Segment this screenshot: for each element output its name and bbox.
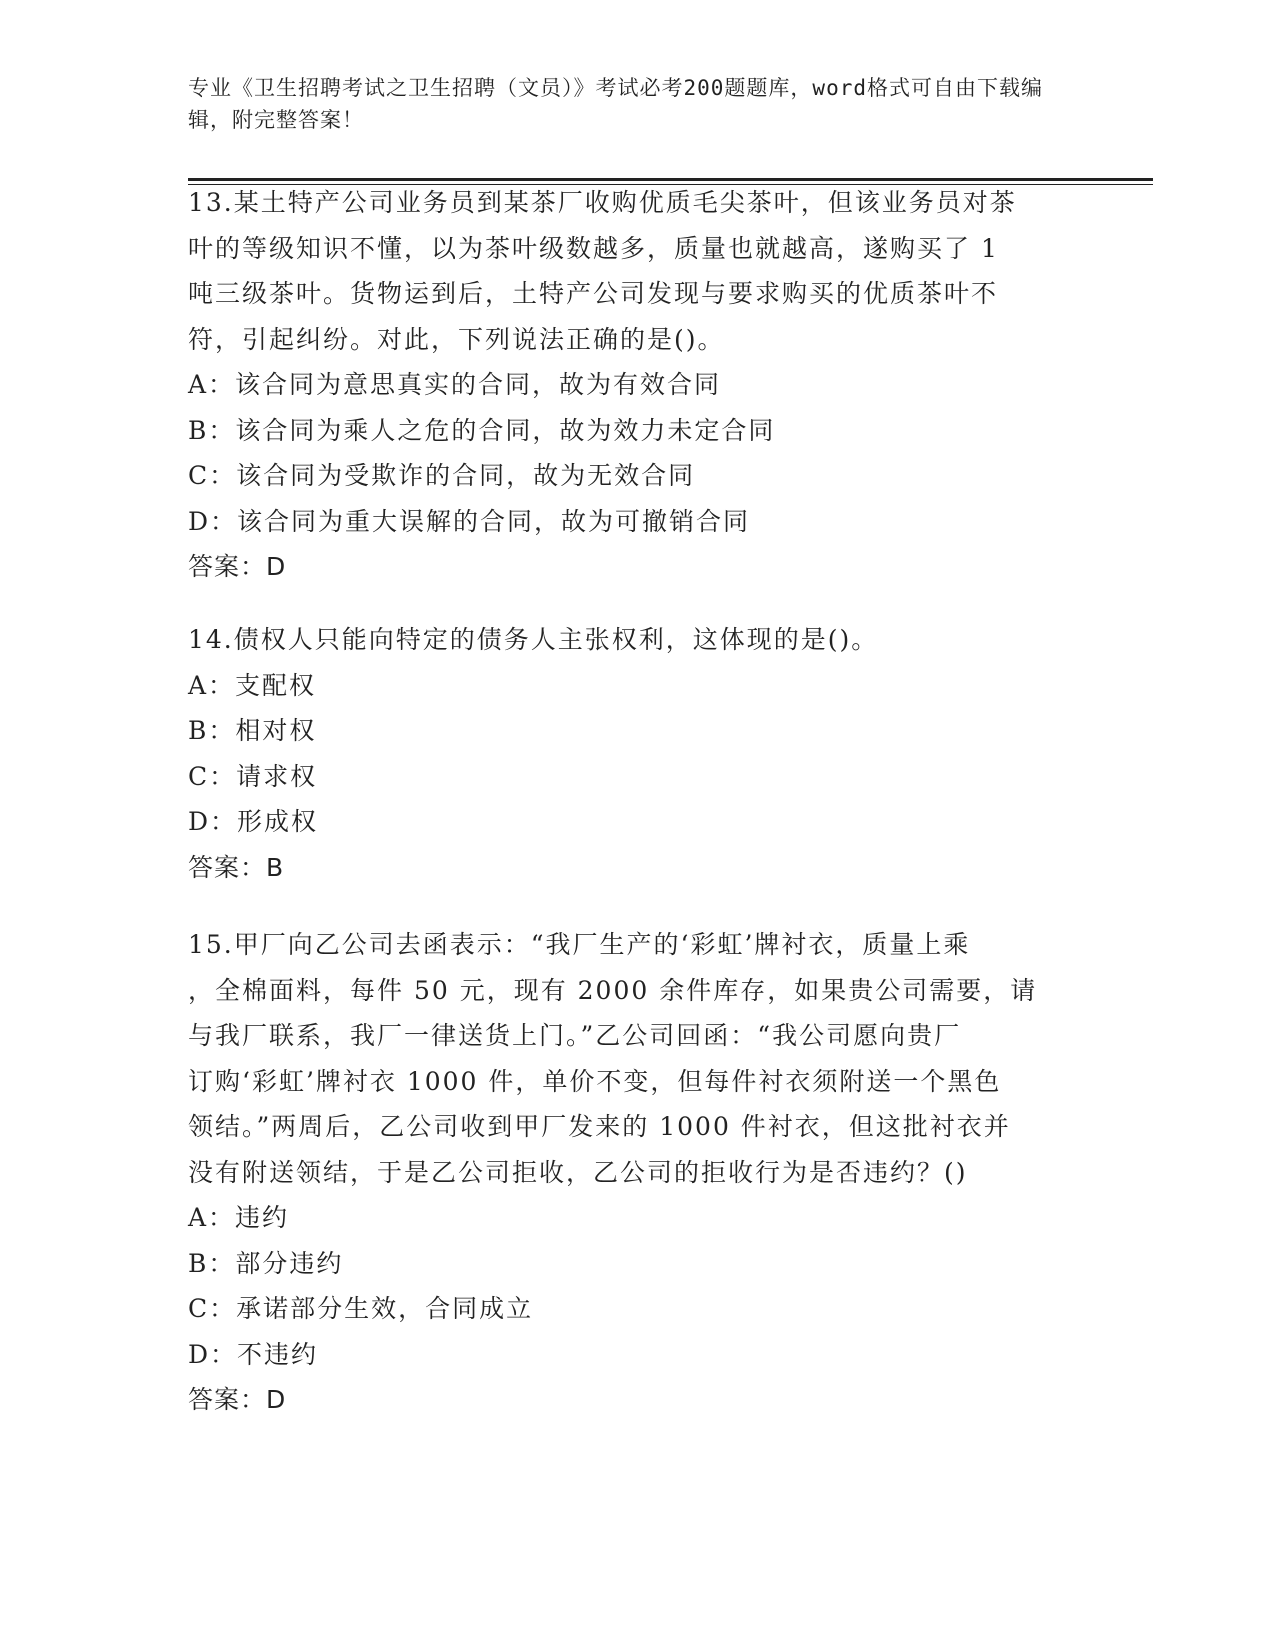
question-stem-line: 叶的等级知识不懂，以为茶叶级数越多，质量也就越高，遂购买了 1 xyxy=(188,233,999,263)
question-stem-line: 符，引起纠纷。对此，下列说法正确的是()。 xyxy=(188,324,725,354)
option-b: B：该合同为乘人之危的合同，故为效力未定合同 xyxy=(188,415,776,445)
question-13 xyxy=(188,180,1088,590)
option-c: C：该合同为受欺诈的合同，故为无效合同 xyxy=(188,461,696,490)
question-stem-line: 没有附送领结，于是乙公司拒收，乙公司的拒收行为是否违约？() xyxy=(188,1157,968,1187)
question-stem-line: 14.债权人只能向特定的债务人主张权利，这体现的是()。 xyxy=(188,625,879,654)
question-14 xyxy=(188,617,1088,890)
answer: 答案：D xyxy=(188,552,287,581)
option-c: C：请求权 xyxy=(188,761,318,791)
option-d: D：形成权 xyxy=(188,807,319,836)
document-header: 专业《卫生招聘考试之卫生招聘（文员）》考试必考200题题库，word格式可自由下载编辑，附完整答案！ xyxy=(188,76,1043,132)
question-stem-line: 与我厂联系，我厂一律送货上门。”乙公司回函：“我公司愿向贵厂 xyxy=(188,1021,962,1050)
question-stem-line: 15.甲厂向乙公司去函表示：“我厂生产的‘彩虹’牌衬衣，质量上乘 xyxy=(188,930,971,959)
option-b: B：相对权 xyxy=(188,716,317,745)
answer: 答案：B xyxy=(188,852,285,882)
option-a: A：违约 xyxy=(188,1203,290,1232)
question-stem-line: 领结。”两周后，乙公司收到甲厂发来的 1000 件衬衣，但这批衬衣并 xyxy=(188,1112,1011,1141)
option-a: A：该合同为意思真实的合同，故为有效合同 xyxy=(188,370,722,399)
question-15 xyxy=(188,922,1088,1423)
question-stem-line: 吨三级茶叶。货物运到后，土特产公司发现与要求购买的优质茶叶不 xyxy=(188,279,999,308)
option-a: A：支配权 xyxy=(188,670,317,700)
question-stem-line: 13.某土特产公司业务员到某茶厂收购优质毛尖茶叶，但该业务员对茶 xyxy=(188,188,1017,217)
question-stem-line: ，全棉面料，每件 50 元，现有 2000 余件库存，如果贵公司需要，请 xyxy=(188,975,1038,1005)
option-d: D：该合同为重大误解的合同，故为可撤销合同 xyxy=(188,506,751,536)
question-stem-line: 订购‘彩虹’牌衬衣 1000 件，单价不变，但每件衬衣须附送一个黑色 xyxy=(188,1066,1002,1096)
answer: 答案：D xyxy=(188,1385,287,1414)
option-d: D：不违约 xyxy=(188,1339,319,1369)
option-c: C：承诺部分生效，合同成立 xyxy=(188,1294,534,1323)
option-b: B：部分违约 xyxy=(188,1248,344,1278)
